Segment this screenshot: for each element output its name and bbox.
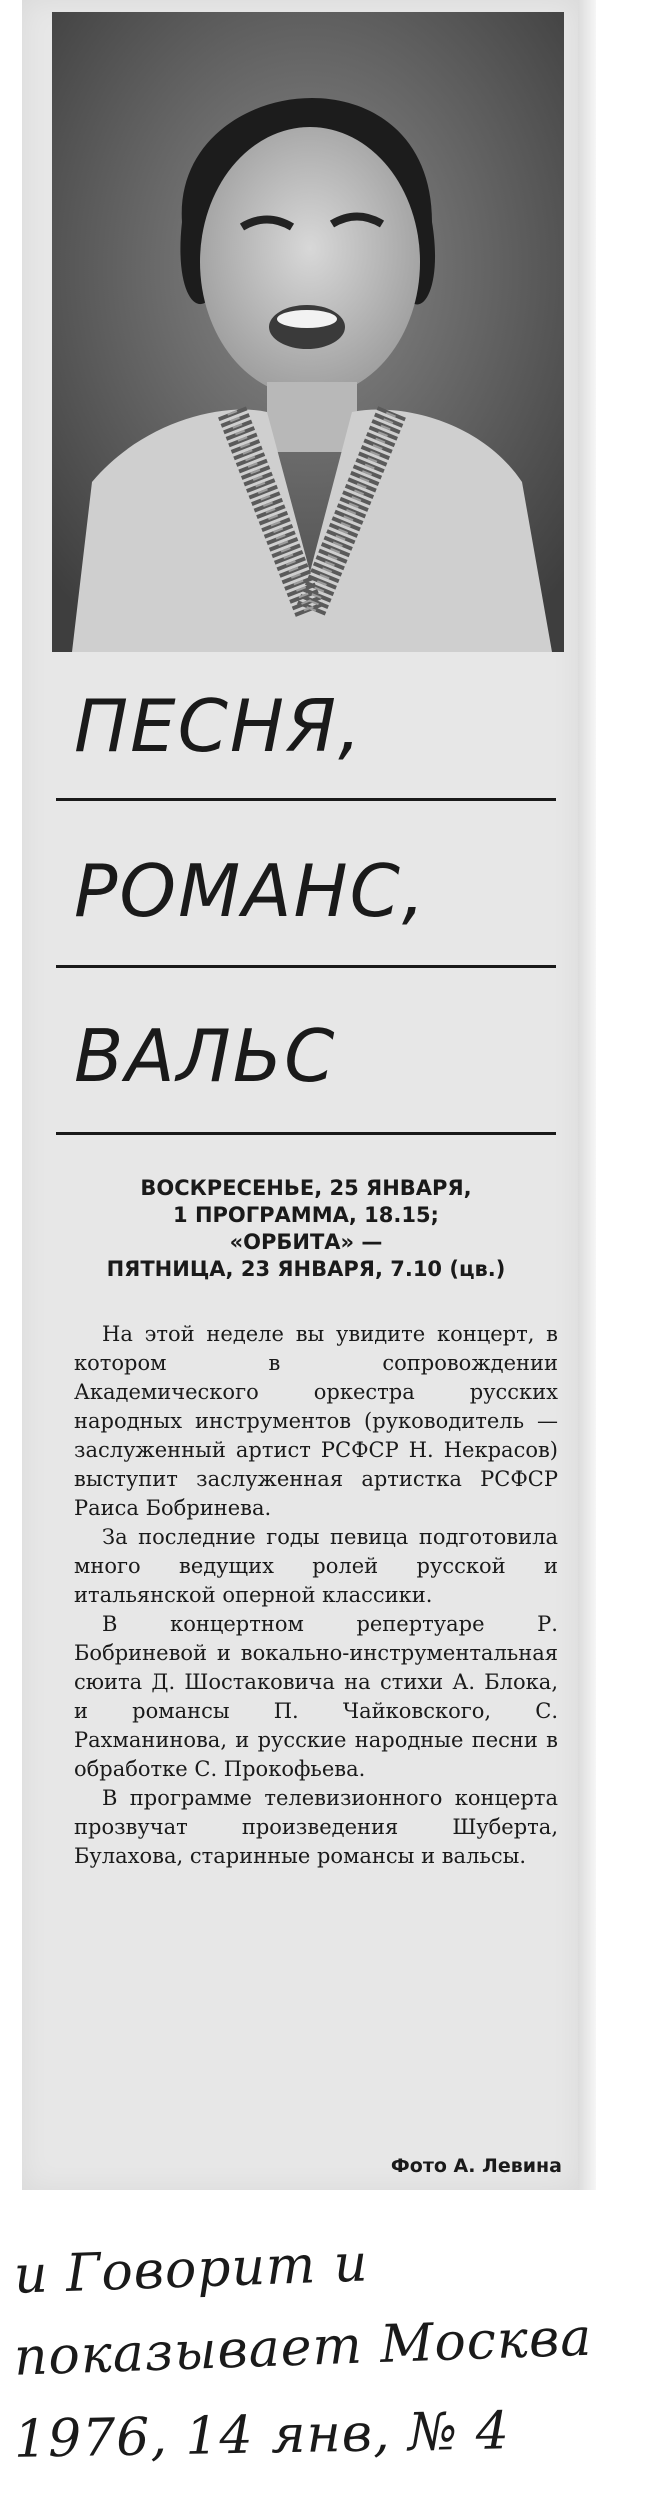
headline-rule (56, 965, 556, 968)
handwritten-line: показывает Москва (12, 2307, 594, 2388)
handwritten-line: и Говорит и (12, 2233, 370, 2306)
article-paragraph: За последние годы певица подготовила много ведущих ролей русской и итальянской оперной классики. (74, 1525, 558, 1607)
headline-rule (56, 798, 556, 801)
handwritten-line: 1976, 14 янв, № 4 (13, 2401, 511, 2470)
headline-line-3: ВАЛЬС (74, 1014, 337, 1098)
headline-line-1: ПЕСНЯ, (74, 684, 363, 768)
article-paragraph: В программе телевизионного концерта прозвучат произведения Шуберта, Булахова, старинные романсы и вальсы. (74, 1786, 558, 1868)
article-body (74, 1320, 558, 1871)
headline-line-2: РОМАНС, (74, 849, 427, 933)
schedule-line: 1 ПРОГРАММА, 18.15; (173, 1203, 439, 1227)
schedule-line: ВОСКРЕСЕНЬЕ, 25 ЯНВАРЯ, (140, 1176, 472, 1200)
photo-credit: Фото А. Левина (390, 2155, 562, 2177)
handwritten-note (8, 2235, 648, 2481)
newspaper-clipping (22, 0, 578, 2190)
singer-photo (52, 12, 564, 652)
article-paragraph: В концертном репертуаре Р. Бобриневой и вокально-инструментальная сюита Д. Шостаковича на стихи А. Блока, и романсы П. Чайковского, С. Рахманинова, и русские народные песни в обработке С. Прокофьева. (74, 1612, 558, 1781)
headline-rule (56, 1132, 556, 1135)
article-paragraph: На этой неделе вы увидите концерт, в котором в сопровождении Академического оркестра русских народных инструментов (руководитель — заслуженный артист РСФСР Н. Некрасов) выступит заслуженная артистка РСФСР Раиса Бобринева. (74, 1322, 558, 1520)
schedule-line: «ОРБИТА» — (229, 1230, 383, 1254)
broadcast-schedule (56, 1175, 556, 1283)
schedule-line: ПЯТНИЦА, 23 ЯНВАРЯ, 7.10 (цв.) (106, 1257, 506, 1281)
